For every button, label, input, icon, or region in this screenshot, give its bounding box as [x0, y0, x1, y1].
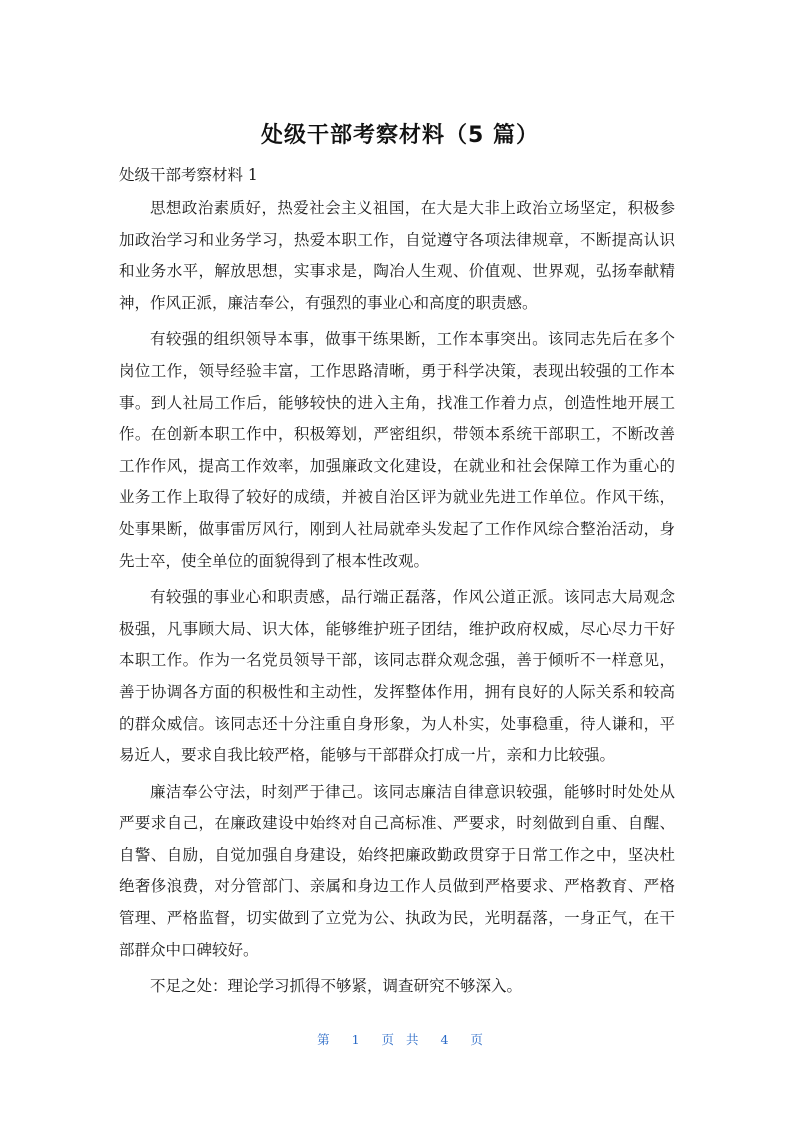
paragraph-political-quality: 思想政治素质好，热爱社会主义祖国，在大是大非上政治立场坚定，积极参加政治学习和业务学习，热爱本职工作，自觉遵守各项法律规章，不断提高认识和业务水平，解放思想，实事求是，陶冶人生观、价值观、世界观，弘扬奉献精神，作风正派，廉洁奉公，有强烈的事业心和高度的职责感。 — [119, 199, 675, 312]
footer-middle: 页 共 — [381, 1032, 419, 1047]
paragraph-integrity: 廉洁奉公守法，时刻严于律己。该同志廉洁自律意识较强，能够时时处处从严要求自己，在廉政建设中始终对自己高标准、严要求，时刻做到自重、自醒、自警、自励，自觉加强自身建设，始终把廉政勤政贯穿于日常工作之中，坚决杜绝奢侈浪费，对分管部门、亲属和身边工作人员做到严格要求、严格教育、严格管理、严格监督，切实做到了立党为公、执政为民，光明磊落，一身正气，在干部群众中口碑较好。 — [119, 782, 675, 959]
page-footer — [0, 1030, 800, 1048]
document-subtitle: 处级干部考察材料 1 — [119, 166, 258, 184]
paragraph-responsibility: 有较强的事业心和职责感，品行端正磊落，作风公道正派。该同志大局观念极强，凡事顾大局、识大体，能够维护班子团结，维护政府权威，尽心尽力干好本职工作。作为一名党员领导干部，该同志群众观念强，善于倾听不一样意见，善于协调各方面的积极性和主动性，发挥整体作用，拥有良好的人际关系和较高的群众威信。该同志还十分注重自身形象，为人朴实，处事稳重，待人谦和，平易近人，要求自我比较严格，能够与干部群众打成一片，亲和力比较强。 — [119, 588, 675, 765]
paragraph-leadership: 有较强的组织领导本事，做事干练果断，工作本事突出。该同志先后在多个岗位工作，领导经验丰富，工作思路清晰，勇于科学决策，表现出较强的工作本事。到人社局工作后，能够较快的进入主角，找准工作着力点，创造性地开展工作。在创新本职工作中，积极筹划，严密组织，带领本系统干部职工，不断改善工作作风，提高工作效率，加强廉政文化建设，在就业和社会保障工作为重心的业务工作上取得了较好的成绩，并被自治区评为就业先进工作单位。作风干练，处事果断，做事雷厉风行，刚到人社局就牵头发起了工作作风综合整治活动，身先士卒，使全单位的面貌得到了根本性改观。 — [119, 330, 675, 570]
footer-page-number: 1 — [351, 1032, 360, 1047]
document-title: 处级干部考察材料（5 篇） — [261, 123, 539, 148]
paragraph-shortcomings: 不足之处：理论学习抓得不够紧，调查研究不够深入。 — [150, 977, 523, 996]
footer-suffix: 页 — [470, 1032, 483, 1047]
footer-total-pages: 4 — [440, 1032, 449, 1047]
document-body — [119, 193, 675, 1008]
footer-prefix: 第 — [317, 1032, 330, 1047]
